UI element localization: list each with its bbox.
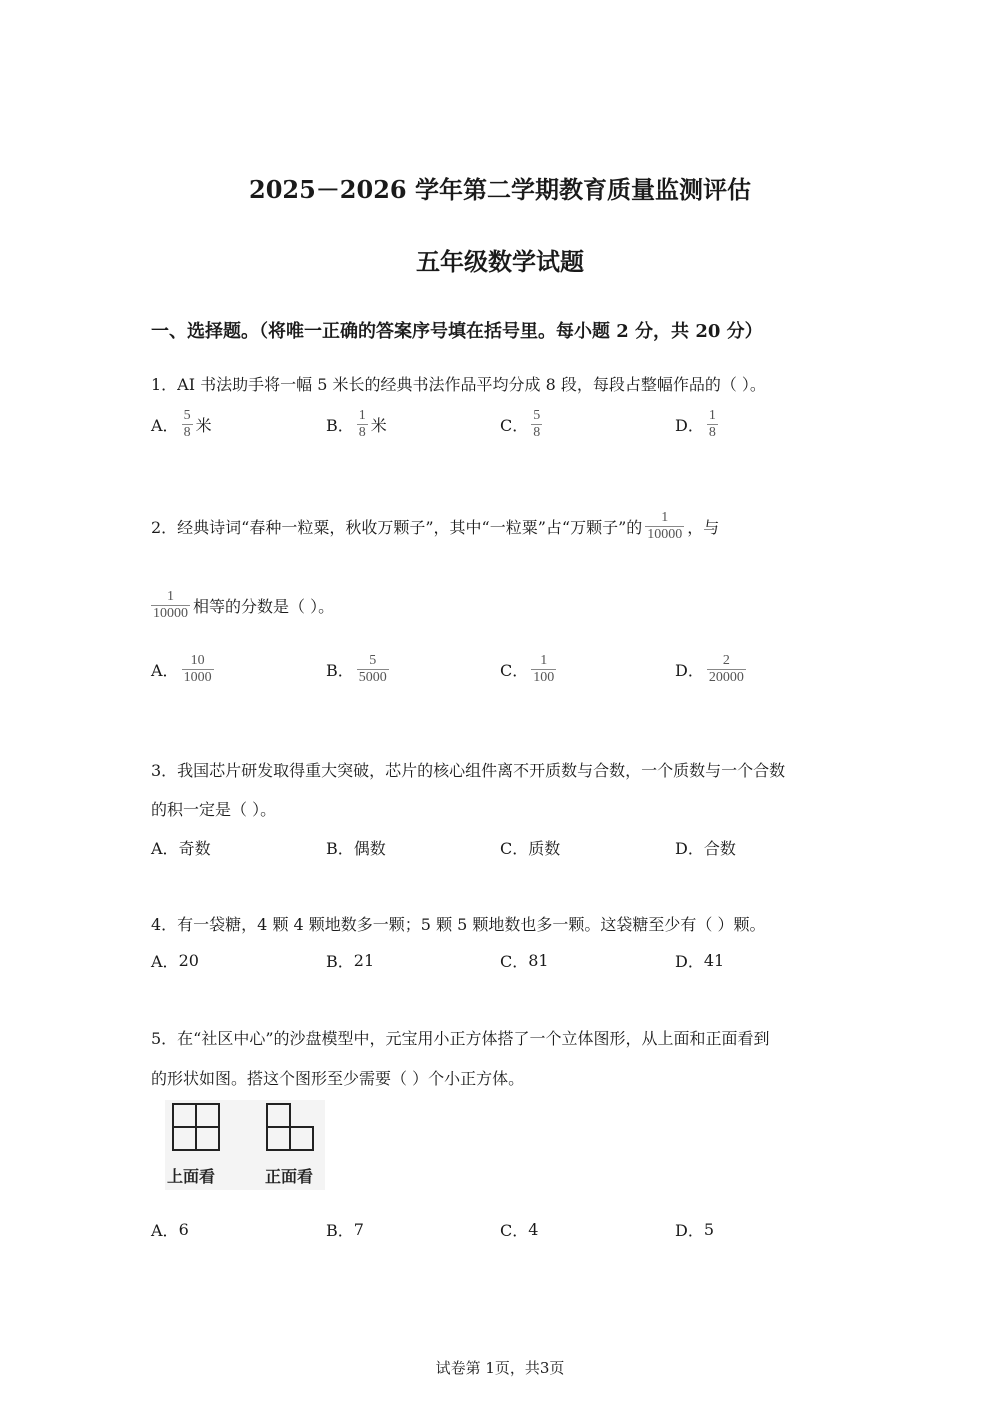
option-letter: C．: [500, 952, 529, 971]
option-text: 41: [703, 951, 725, 970]
numerator: 1: [661, 510, 669, 525]
option-text: 20: [178, 951, 199, 970]
option-text: 81: [528, 951, 549, 970]
question-3-line-1: 3．我国芯片研发取得重大突破，芯片的核心组件离不开质数与合数，一个质数与一个合数: [151, 761, 786, 780]
option-letter: C．: [500, 661, 529, 681]
denominator: 100: [533, 670, 555, 686]
option-letter: B．: [326, 416, 354, 436]
fraction: [531, 408, 542, 441]
option-text: 质数: [528, 839, 561, 858]
question-2-text-b: ，与: [687, 518, 720, 538]
denominator: 8: [708, 425, 716, 441]
section-heading: 一、选择题。（将唯一正确的答案序号填在括号里。每小题 2 分，共 20 分）: [151, 321, 763, 342]
option-text: 21: [353, 951, 375, 970]
question-2-text-c: 相等的分数是（ ）。: [193, 597, 335, 617]
top-view-shape: [173, 1104, 219, 1150]
option-letter: B．: [326, 661, 354, 681]
option-text: 4: [528, 1220, 539, 1239]
option-letter: B．: [326, 952, 354, 971]
fraction: [707, 653, 746, 686]
option-text: 6: [178, 1220, 189, 1239]
fraction: [182, 408, 193, 441]
fraction: [357, 408, 368, 441]
fraction: [182, 653, 214, 686]
option-letter: A．: [151, 661, 179, 681]
option-unit: 米: [195, 416, 212, 436]
question-5-line-2: 的形状如图。搭这个图形至少需要（ ）个小正方体。: [151, 1069, 525, 1088]
question-4-option-c[interactable]: [500, 949, 549, 972]
numerator: 10: [190, 653, 205, 668]
question-5-option-a[interactable]: [151, 1218, 189, 1241]
question-4-option-a[interactable]: [151, 949, 199, 972]
denominator: 10000: [153, 606, 188, 622]
question-2-option-c[interactable]: [500, 653, 559, 686]
question-4-option-b[interactable]: [326, 949, 374, 972]
option-letter: D．: [675, 839, 704, 858]
question-3-option-d[interactable]: [675, 836, 736, 859]
option-letter: A．: [151, 1221, 179, 1240]
numerator: 1: [708, 408, 716, 423]
option-letter: A．: [151, 839, 179, 858]
question-3-option-a[interactable]: [151, 836, 211, 859]
front-view-shape: [267, 1104, 313, 1150]
question-1-option-b[interactable]: [326, 408, 387, 441]
question-4-text: 4．有一袋糖，4 颗 4 颗地数多一颗；5 颗 5 颗地数也多一颗。这袋糖至少有（ ）颗。: [151, 915, 766, 934]
denominator: 20000: [708, 670, 744, 686]
top-view-label: 上面看: [167, 1167, 216, 1186]
question-1-option-c[interactable]: [500, 408, 545, 441]
denominator: 5000: [358, 670, 387, 686]
option-letter: D．: [675, 416, 704, 436]
exam-title: 2025－2026 学年第二学期教育质量监测评估: [249, 175, 751, 204]
question-4-option-d[interactable]: [675, 949, 724, 972]
question-2-option-d[interactable]: [675, 653, 749, 686]
question-2-option-b[interactable]: [326, 653, 392, 686]
question-5-option-b[interactable]: [326, 1218, 364, 1241]
numerator: 1: [540, 653, 548, 668]
exam-subtitle: 五年级数学试题: [416, 247, 584, 276]
numerator: 1: [358, 408, 366, 423]
question-5-option-c[interactable]: [500, 1218, 538, 1241]
option-letter: D．: [675, 661, 704, 681]
question-5-option-d[interactable]: [675, 1218, 714, 1241]
front-view-label: 正面看: [265, 1167, 314, 1186]
numerator: 5: [183, 408, 191, 423]
fraction: [357, 653, 389, 686]
question-2-line-1: [151, 510, 719, 543]
fraction: [645, 510, 684, 543]
question-3-option-b[interactable]: [326, 836, 386, 859]
question-1-option-d[interactable]: [675, 408, 721, 441]
question-2-line-2: [151, 589, 334, 622]
page-footer: 试卷第 1页，共3页: [435, 1359, 565, 1377]
numerator: 5: [369, 653, 377, 668]
option-letter: D．: [675, 952, 704, 971]
cube-views-drawing: [165, 1100, 325, 1190]
question-2-text-a: 2．经典诗词“春种一粒粟，秋收万颗子”，其中“一粒粟”占“万颗子”的: [151, 518, 643, 538]
option-text: 奇数: [178, 839, 211, 858]
denominator: 8: [533, 425, 541, 441]
option-letter: C．: [500, 839, 529, 858]
option-letter: A．: [151, 416, 179, 436]
question-5-line-1: 5．在“社区中心”的沙盘模型中，元宝用小正方体搭了一个立体图形，从上面和正面看到: [151, 1029, 770, 1048]
option-text: 7: [353, 1220, 364, 1239]
option-letter: C．: [500, 1221, 529, 1240]
denominator: 8: [358, 425, 366, 441]
question-3-line-2: 的积一定是（ ）。: [151, 800, 277, 819]
option-unit: 米: [370, 416, 387, 436]
option-letter: C．: [500, 416, 529, 436]
question-2-option-a[interactable]: [151, 653, 217, 686]
denominator: 10000: [647, 527, 683, 543]
option-letter: A．: [151, 952, 179, 971]
option-text: 合数: [703, 839, 736, 858]
numerator: 2: [722, 653, 730, 668]
option-letter: D．: [675, 1221, 704, 1240]
fraction: [707, 408, 718, 441]
fraction: [151, 589, 190, 622]
question-1-option-a[interactable]: [151, 408, 212, 441]
numerator: 1: [167, 589, 174, 604]
denominator: 1000: [183, 670, 212, 686]
question-3-option-c[interactable]: [500, 836, 560, 859]
option-letter: B．: [326, 839, 354, 858]
fraction: [531, 653, 556, 686]
option-text: 5: [703, 1220, 715, 1239]
question-1-text: 1．AI 书法助手将一幅 5 米长的经典书法作品平均分成 8 段，每段占整幅作品的（ ）。: [151, 375, 766, 394]
cube-views-figure: [165, 1100, 325, 1190]
option-letter: B．: [326, 1221, 354, 1240]
option-text: 偶数: [353, 839, 386, 858]
numerator: 5: [533, 408, 541, 423]
denominator: 8: [183, 425, 191, 441]
